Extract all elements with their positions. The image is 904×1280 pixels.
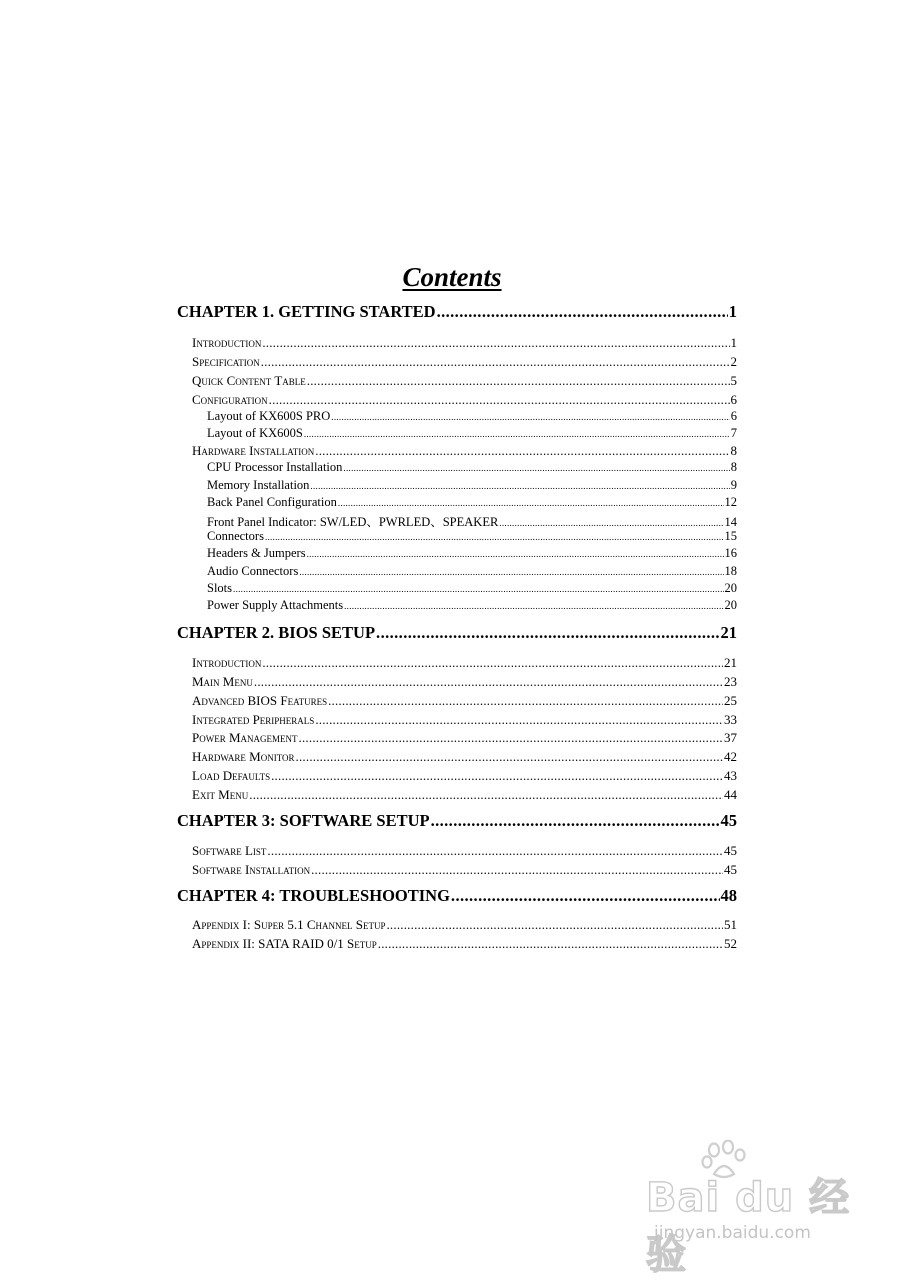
toc-entry[interactable] — [192, 768, 737, 784]
watermark-url: jingyan.baidu.com — [654, 1223, 811, 1243]
toc-subentry[interactable] — [207, 460, 737, 475]
toc-entry[interactable] — [192, 373, 737, 389]
entry-page-number: 20 — [724, 581, 737, 595]
toc-entry[interactable] — [192, 693, 737, 709]
entry-title: Main Menu — [192, 674, 253, 689]
chapter-heading[interactable] — [177, 886, 737, 906]
entry-title: Software List — [192, 843, 267, 858]
chapter-page-number: 1 — [728, 302, 737, 321]
toc-subentry[interactable] — [207, 512, 737, 530]
dot-leader — [344, 598, 723, 613]
toc-entry[interactable] — [192, 936, 737, 952]
chapter-title: CHAPTER 1. GETTING STARTED — [177, 302, 436, 321]
toc-entry[interactable] — [192, 354, 737, 370]
dot-leader — [343, 460, 729, 475]
dot-leader — [261, 354, 730, 370]
entry-title: Load Defaults — [192, 768, 271, 783]
dot-leader — [386, 917, 723, 933]
entry-page-number: 20 — [724, 598, 737, 612]
toc-subentry[interactable] — [207, 495, 737, 510]
entry-page-number: 8 — [730, 460, 737, 474]
toc-entry[interactable] — [192, 787, 737, 803]
toc-entry[interactable] — [192, 655, 737, 671]
entry-page-number: 51 — [724, 917, 737, 932]
entry-page-number: 15 — [724, 529, 737, 543]
chapter-page-number: 48 — [720, 886, 737, 905]
dot-leader — [269, 392, 730, 408]
entry-title: Connectors — [207, 529, 264, 543]
entry-title: CPU Processor Installation — [207, 460, 343, 474]
chapter-heading[interactable] — [177, 811, 737, 831]
chapter-heading[interactable] — [177, 623, 737, 643]
toc-entry[interactable] — [192, 392, 737, 408]
dot-leader — [378, 936, 723, 952]
dot-leader — [267, 843, 723, 859]
dot-leader — [262, 335, 729, 351]
entry-page-number: 6 — [730, 409, 737, 423]
toc-subentry[interactable] — [207, 581, 737, 596]
entry-page-number: 37 — [724, 730, 737, 745]
dot-leader — [315, 443, 729, 459]
dot-leader — [265, 529, 724, 544]
dot-leader — [499, 515, 723, 530]
entry-title: Software Installation — [192, 862, 311, 877]
entry-page-number: 44 — [724, 787, 737, 802]
entry-title: Advanced BIOS Features — [192, 693, 328, 708]
entry-page-number: 18 — [724, 564, 737, 578]
entry-page-number: 6 — [730, 392, 737, 407]
dot-leader — [296, 749, 723, 765]
entry-page-number: 43 — [724, 768, 737, 783]
chapter-title: CHAPTER 4: TROUBLESHOOTING — [177, 886, 450, 905]
dot-leader — [331, 409, 729, 424]
entry-page-number: 42 — [724, 749, 737, 764]
toc-entry[interactable] — [192, 674, 737, 690]
entry-page-number: 45 — [724, 862, 737, 877]
entry-page-number: 9 — [730, 478, 737, 492]
toc-subentry[interactable] — [207, 529, 737, 544]
dot-leader — [338, 495, 724, 510]
entry-title: Back Panel Configuration — [207, 495, 337, 509]
dot-leader — [431, 811, 720, 831]
toc-entry[interactable] — [192, 443, 737, 459]
entry-title: Exit Menu — [192, 787, 249, 802]
toc-subentry[interactable] — [207, 546, 737, 561]
entry-page-number: 52 — [724, 936, 737, 951]
entry-title: Introduction — [192, 655, 262, 670]
entry-page-number: 14 — [724, 515, 737, 529]
chapter-title: CHAPTER 3: SOFTWARE SETUP — [177, 811, 430, 830]
dot-leader — [304, 426, 730, 441]
entry-title: Front Panel Indicator: SW/LED、PWRLED、SPEAKER — [207, 515, 499, 529]
toc-entry[interactable] — [192, 917, 737, 933]
entry-title: Power Management — [192, 730, 298, 745]
toc-entry[interactable] — [192, 749, 737, 765]
toc-entry[interactable] — [192, 843, 737, 859]
entry-title: Layout of KX600S PRO — [207, 409, 331, 423]
dot-leader — [328, 693, 723, 709]
entry-page-number: 33 — [724, 712, 737, 727]
dot-leader — [299, 564, 723, 579]
dot-leader — [233, 581, 723, 596]
entry-page-number: 7 — [730, 426, 737, 440]
dot-leader — [254, 674, 723, 690]
toc-subentry[interactable] — [207, 409, 737, 424]
dot-leader — [310, 478, 729, 493]
page-title: Contents — [402, 262, 502, 292]
entry-page-number: 5 — [730, 373, 737, 388]
entry-title: Headers & Jumpers — [207, 546, 306, 560]
entry-title: Appendix II: SATA RAID 0/1 Setup — [192, 936, 377, 951]
entry-page-number: 2 — [730, 354, 737, 369]
toc-subentry[interactable] — [207, 426, 737, 441]
entry-page-number: 45 — [724, 843, 737, 858]
dot-leader — [376, 623, 719, 643]
entry-title: Specification — [192, 354, 260, 369]
entry-title: Integrated Peripherals — [192, 712, 315, 727]
toc-entry[interactable] — [192, 730, 737, 746]
chapter-title: CHAPTER 2. BIOS SETUP — [177, 623, 376, 642]
entry-title: Hardware Installation — [192, 443, 315, 458]
dot-leader — [271, 768, 723, 784]
entry-title: Hardware Monitor — [192, 749, 295, 764]
entry-page-number: 21 — [724, 655, 737, 670]
watermark — [640, 1140, 870, 1278]
toc-entry[interactable] — [192, 335, 737, 351]
entry-page-number: 1 — [730, 335, 737, 350]
entry-title: Power Supply Attachments — [207, 598, 344, 612]
chapter-heading[interactable] — [177, 302, 737, 322]
dot-leader — [299, 730, 723, 746]
entry-title: Introduction — [192, 335, 262, 350]
entry-title: Appendix I: Super 5.1 Channel Setup — [192, 917, 386, 932]
dot-leader — [262, 655, 723, 671]
dot-leader — [249, 787, 723, 803]
toc-entry[interactable] — [192, 712, 737, 728]
dot-leader — [437, 302, 728, 322]
chapter-page-number: 45 — [720, 811, 737, 830]
entry-title: Slots — [207, 581, 233, 595]
chapter-page-number: 21 — [720, 623, 737, 642]
dot-leader — [311, 862, 723, 878]
entry-title: Audio Connectors — [207, 564, 299, 578]
entry-title: Configuration — [192, 392, 268, 407]
toc-subentry[interactable] — [207, 564, 737, 579]
entry-page-number: 12 — [724, 495, 737, 509]
watermark-logo: Bai du 经验 — [646, 1175, 851, 1278]
entry-page-number: 25 — [724, 693, 737, 708]
dot-leader — [307, 373, 730, 389]
entry-title: Layout of KX600S — [207, 426, 303, 440]
dot-leader — [451, 886, 720, 906]
dot-leader — [315, 712, 723, 728]
toc-subentry[interactable] — [207, 478, 737, 493]
entry-page-number: 16 — [724, 546, 737, 560]
dot-leader — [307, 546, 724, 561]
toc-subentry[interactable] — [207, 598, 737, 613]
entry-title: Quick Content Table — [192, 373, 306, 388]
entry-page-number: 8 — [730, 443, 737, 458]
entry-page-number: 23 — [724, 674, 737, 689]
toc-entry[interactable] — [192, 862, 737, 878]
entry-title: Memory Installation — [207, 478, 310, 492]
